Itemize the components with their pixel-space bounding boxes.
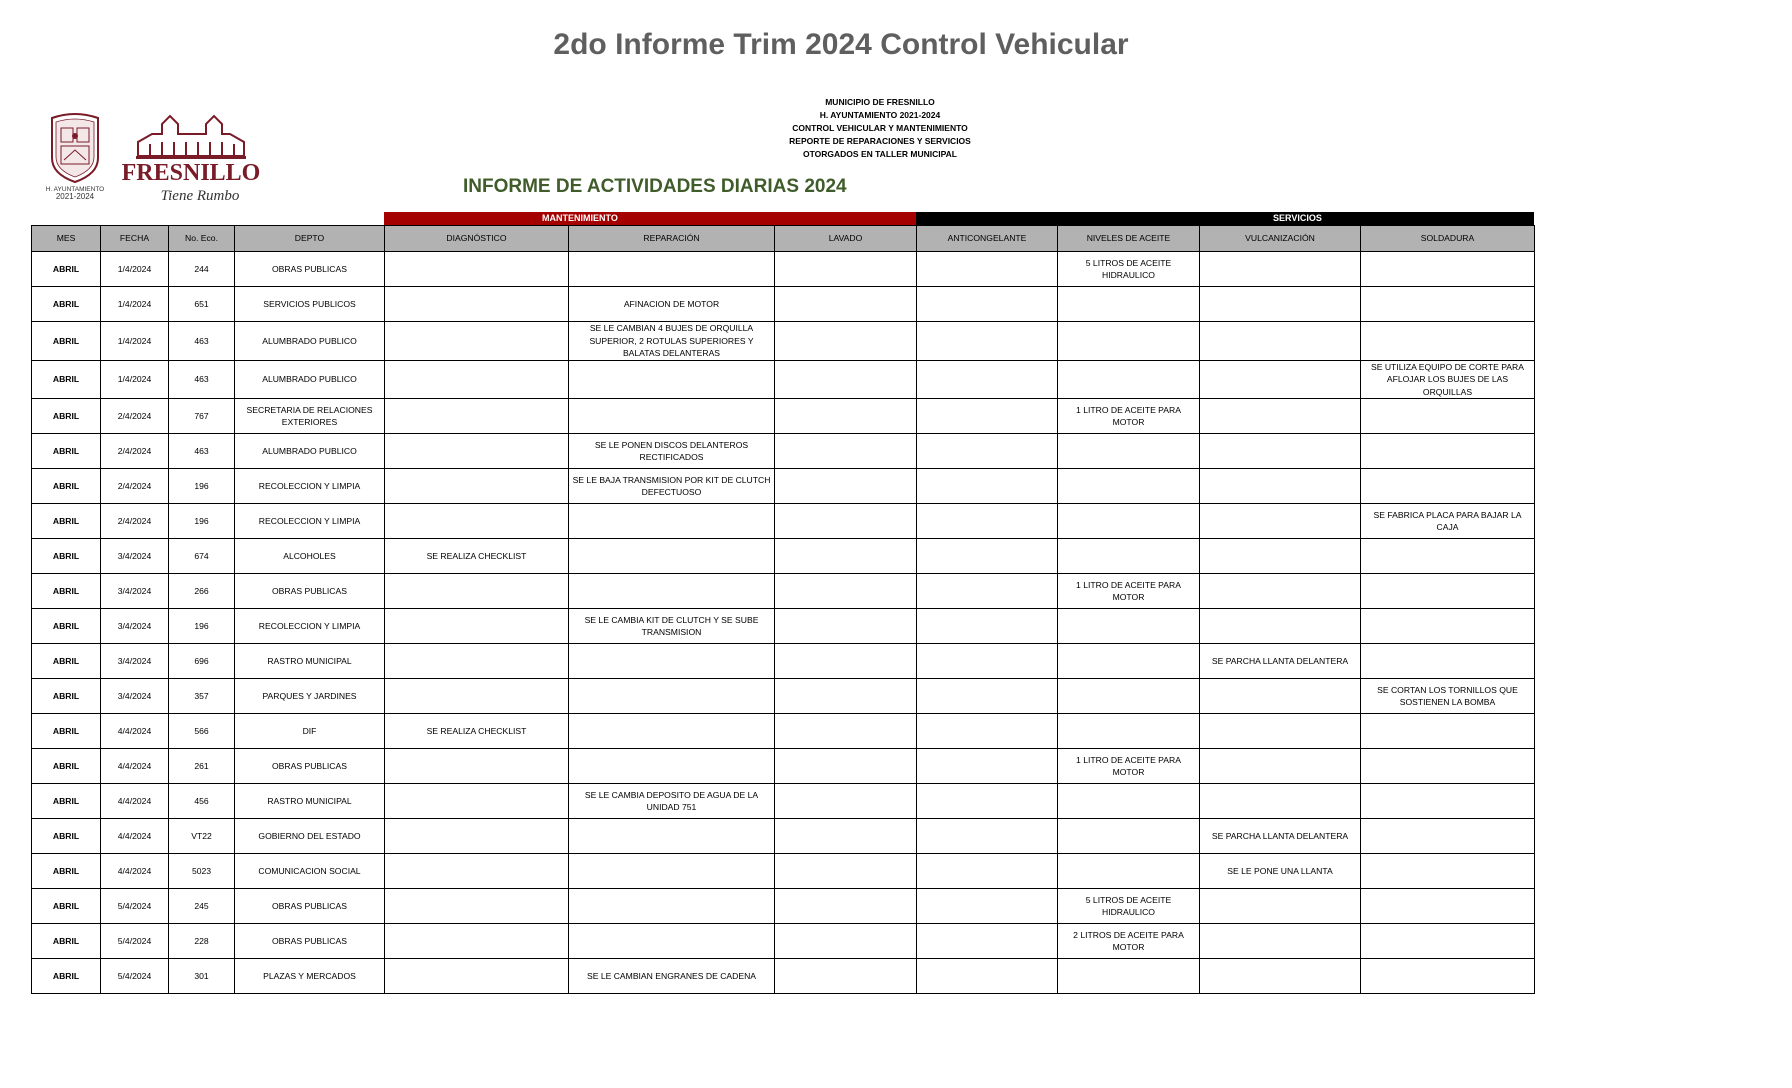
cell-reparacion: SE LE BAJA TRANSMISION POR KIT DE CLUTCH DEFECTUOSO xyxy=(569,469,775,504)
cell-soldadura xyxy=(1361,574,1535,609)
cell-depto: RECOLECCION Y LIMPIA xyxy=(235,504,385,539)
cell-depto: PARQUES Y JARDINES xyxy=(235,679,385,714)
cell-diagnostico: SE REALIZA CHECKLIST xyxy=(385,539,569,574)
cell-reparacion: SE LE CAMBIAN 4 BUJES DE ORQUILLA SUPERIOR, 2 ROTULAS SUPERIORES Y BALATAS DELANTERAS xyxy=(569,322,775,361)
cell-vulcanizacion xyxy=(1200,609,1361,644)
cell-mes: ABRIL xyxy=(32,360,101,399)
cell-lavado xyxy=(775,287,917,322)
cell-niveles-aceite xyxy=(1058,287,1200,322)
cell-lavado xyxy=(775,819,917,854)
cell-depto: OBRAS PUBLICAS xyxy=(235,252,385,287)
maintenance-group-header xyxy=(384,212,916,225)
cell-niveles-aceite xyxy=(1058,539,1200,574)
cell-niveles-aceite xyxy=(1058,959,1200,994)
cell-niveles-aceite xyxy=(1058,679,1200,714)
cell-reparacion: SE LE CAMBIA KIT DE CLUTCH Y SE SUBE TRANSMISION xyxy=(569,609,775,644)
cell-mes: ABRIL xyxy=(32,644,101,679)
cell-no-eco: 456 xyxy=(169,784,235,819)
cell-mes: ABRIL xyxy=(32,784,101,819)
cell-vulcanizacion xyxy=(1200,539,1361,574)
cell-anticongelante xyxy=(917,434,1058,469)
col-no-eco-header: No. Eco. xyxy=(169,226,235,252)
cell-fecha: 1/4/2024 xyxy=(101,360,169,399)
cell-niveles-aceite: 5 LITROS DE ACEITE HIDRAULICO xyxy=(1058,252,1200,287)
municipality-block xyxy=(760,96,1000,161)
cell-niveles-aceite xyxy=(1058,504,1200,539)
municipality-line: H. AYUNTAMIENTO 2021-2024 xyxy=(819,110,941,120)
col-vulcanizacion-header: VULCANIZACIÓN xyxy=(1200,226,1361,252)
cell-mes: ABRIL xyxy=(32,399,101,434)
table-row xyxy=(32,819,1535,854)
cell-anticongelante xyxy=(917,854,1058,889)
cell-fecha: 2/4/2024 xyxy=(101,399,169,434)
maintenance-group-label: MANTENIMIENTO xyxy=(542,213,618,223)
cell-soldadura xyxy=(1361,399,1535,434)
cell-lavado xyxy=(775,252,917,287)
cell-reparacion: SE LE CAMBIA DEPOSITO DE AGUA DE LA UNIDAD 751 xyxy=(569,784,775,819)
cell-reparacion xyxy=(569,644,775,679)
cell-no-eco: 463 xyxy=(169,434,235,469)
cell-lavado xyxy=(775,469,917,504)
table-row xyxy=(32,287,1535,322)
cell-depto: ALCOHOLES xyxy=(235,539,385,574)
cell-mes: ABRIL xyxy=(32,539,101,574)
cell-vulcanizacion xyxy=(1200,252,1361,287)
cell-mes: ABRIL xyxy=(32,819,101,854)
seal-caption-2: 2021-2024 xyxy=(55,192,95,200)
cell-lavado xyxy=(775,959,917,994)
cell-diagnostico xyxy=(385,749,569,784)
cell-mes: ABRIL xyxy=(32,322,101,361)
cell-diagnostico: SE REALIZA CHECKLIST xyxy=(385,714,569,749)
cell-niveles-aceite: 1 LITRO DE ACEITE PARA MOTOR xyxy=(1058,574,1200,609)
table-row xyxy=(32,539,1535,574)
cell-diagnostico xyxy=(385,252,569,287)
cell-lavado xyxy=(775,679,917,714)
logo-wordmark: FRESNILLO xyxy=(121,160,261,186)
cell-depto: GOBIERNO DEL ESTADO xyxy=(235,819,385,854)
cell-lavado xyxy=(775,504,917,539)
municipality-line: MUNICIPIO DE FRESNILLO xyxy=(825,97,935,107)
cell-anticongelante xyxy=(917,399,1058,434)
report-subtitle: INFORME DE ACTIVIDADES DIARIAS 2024 xyxy=(463,176,847,197)
table-row xyxy=(32,784,1535,819)
cell-no-eco: VT22 xyxy=(169,819,235,854)
cell-anticongelante xyxy=(917,609,1058,644)
cell-niveles-aceite xyxy=(1058,609,1200,644)
cell-anticongelante xyxy=(917,539,1058,574)
cell-reparacion xyxy=(569,714,775,749)
cell-no-eco: 463 xyxy=(169,360,235,399)
cell-diagnostico xyxy=(385,287,569,322)
cell-anticongelante xyxy=(917,819,1058,854)
cell-anticongelante xyxy=(917,749,1058,784)
cell-depto: ALUMBRADO PUBLICO xyxy=(235,434,385,469)
cell-depto: OBRAS PUBLICAS xyxy=(235,889,385,924)
cell-fecha: 4/4/2024 xyxy=(101,714,169,749)
cell-diagnostico xyxy=(385,644,569,679)
cell-vulcanizacion xyxy=(1200,784,1361,819)
table-row xyxy=(32,434,1535,469)
cell-mes: ABRIL xyxy=(32,889,101,924)
cell-depto: RECOLECCION Y LIMPIA xyxy=(235,609,385,644)
cell-reparacion xyxy=(569,360,775,399)
cell-vulcanizacion xyxy=(1200,679,1361,714)
cell-no-eco: 196 xyxy=(169,504,235,539)
cell-mes: ABRIL xyxy=(32,574,101,609)
cell-fecha: 3/4/2024 xyxy=(101,574,169,609)
cell-no-eco: 301 xyxy=(169,959,235,994)
cell-mes: ABRIL xyxy=(32,959,101,994)
cell-lavado xyxy=(775,399,917,434)
cell-niveles-aceite xyxy=(1058,854,1200,889)
table-row xyxy=(32,959,1535,994)
cell-vulcanizacion xyxy=(1200,889,1361,924)
cell-soldadura xyxy=(1361,924,1535,959)
cell-fecha: 5/4/2024 xyxy=(101,889,169,924)
cell-lavado xyxy=(775,539,917,574)
cell-lavado xyxy=(775,854,917,889)
cell-niveles-aceite xyxy=(1058,784,1200,819)
cell-depto: SERVICIOS PUBLICOS xyxy=(235,287,385,322)
cell-fecha: 3/4/2024 xyxy=(101,679,169,714)
col-fecha-header: FECHA xyxy=(101,226,169,252)
municipality-line: CONTROL VEHICULAR Y MANTENIMIENTO xyxy=(792,123,968,133)
municipal-seal-icon xyxy=(44,112,106,200)
cell-depto: OBRAS PUBLICAS xyxy=(235,749,385,784)
table-row xyxy=(32,360,1535,399)
table-row xyxy=(32,924,1535,959)
cell-depto: OBRAS PUBLICAS xyxy=(235,574,385,609)
cell-soldadura xyxy=(1361,252,1535,287)
cell-fecha: 3/4/2024 xyxy=(101,609,169,644)
cell-niveles-aceite: 1 LITRO DE ACEITE PARA MOTOR xyxy=(1058,399,1200,434)
col-depto-header: DEPTO xyxy=(235,226,385,252)
cell-fecha: 3/4/2024 xyxy=(101,539,169,574)
cell-no-eco: 5023 xyxy=(169,854,235,889)
seal-caption-1: H. AYUNTAMIENTO xyxy=(45,186,105,193)
cell-fecha: 2/4/2024 xyxy=(101,504,169,539)
cell-depto: PLAZAS Y MERCADOS xyxy=(235,959,385,994)
cell-fecha: 5/4/2024 xyxy=(101,924,169,959)
table-row xyxy=(32,609,1535,644)
cell-soldadura xyxy=(1361,644,1535,679)
cell-diagnostico xyxy=(385,679,569,714)
cell-fecha: 3/4/2024 xyxy=(101,644,169,679)
cell-niveles-aceite: 5 LITROS DE ACEITE HIDRAULICO xyxy=(1058,889,1200,924)
cell-soldadura xyxy=(1361,434,1535,469)
cell-lavado xyxy=(775,784,917,819)
table-row xyxy=(32,322,1535,361)
cell-diagnostico xyxy=(385,360,569,399)
col-anticongelante-header: ANTICONGELANTE xyxy=(917,226,1058,252)
municipality-line: REPORTE DE REPARACIONES Y SERVICIOS xyxy=(789,136,971,146)
cell-reparacion xyxy=(569,679,775,714)
cell-niveles-aceite xyxy=(1058,469,1200,504)
cell-niveles-aceite: 1 LITRO DE ACEITE PARA MOTOR xyxy=(1058,749,1200,784)
cell-lavado xyxy=(775,322,917,361)
cell-reparacion xyxy=(569,539,775,574)
cell-no-eco: 767 xyxy=(169,399,235,434)
cell-fecha: 4/4/2024 xyxy=(101,749,169,784)
table-row xyxy=(32,399,1535,434)
cell-mes: ABRIL xyxy=(32,252,101,287)
services-group-header xyxy=(916,212,1534,225)
cell-no-eco: 463 xyxy=(169,322,235,361)
cell-soldadura xyxy=(1361,749,1535,784)
cell-no-eco: 696 xyxy=(169,644,235,679)
cell-vulcanizacion xyxy=(1200,287,1361,322)
cell-soldadura: SE CORTAN LOS TORNILLOS QUE SOSTIENEN LA BOMBA xyxy=(1361,679,1535,714)
cell-mes: ABRIL xyxy=(32,504,101,539)
cell-soldadura: SE UTILIZA EQUIPO DE CORTE PARA AFLOJAR LOS BUJES DE LAS ORQUILLAS xyxy=(1361,360,1535,399)
fresnillo-logo-icon xyxy=(118,112,264,204)
cell-anticongelante xyxy=(917,644,1058,679)
cell-depto: ALUMBRADO PUBLICO xyxy=(235,360,385,399)
cell-soldadura xyxy=(1361,854,1535,889)
cell-depto: OBRAS PUBLICAS xyxy=(235,924,385,959)
table-row xyxy=(32,714,1535,749)
cell-anticongelante xyxy=(917,784,1058,819)
activities-table xyxy=(31,225,1535,994)
cell-no-eco: 261 xyxy=(169,749,235,784)
cell-no-eco: 266 xyxy=(169,574,235,609)
cell-niveles-aceite xyxy=(1058,819,1200,854)
cell-vulcanizacion: SE PARCHA LLANTA DELANTERA xyxy=(1200,644,1361,679)
cell-reparacion: SE LE PONEN DISCOS DELANTEROS RECTIFICADOS xyxy=(569,434,775,469)
cell-no-eco: 357 xyxy=(169,679,235,714)
cell-anticongelante xyxy=(917,322,1058,361)
cell-soldadura xyxy=(1361,322,1535,361)
cell-lavado xyxy=(775,714,917,749)
table-row xyxy=(32,504,1535,539)
cell-depto: RASTRO MUNICIPAL xyxy=(235,644,385,679)
cell-soldadura xyxy=(1361,784,1535,819)
cell-vulcanizacion xyxy=(1200,749,1361,784)
col-reparacion-header: REPARACIÓN xyxy=(569,226,775,252)
cell-vulcanizacion: SE LE PONE UNA LLANTA xyxy=(1200,854,1361,889)
cell-mes: ABRIL xyxy=(32,714,101,749)
cell-reparacion xyxy=(569,399,775,434)
cell-lavado xyxy=(775,924,917,959)
cell-soldadura xyxy=(1361,959,1535,994)
cell-no-eco: 196 xyxy=(169,609,235,644)
cell-depto: ALUMBRADO PUBLICO xyxy=(235,322,385,361)
cell-anticongelante xyxy=(917,574,1058,609)
cell-mes: ABRIL xyxy=(32,469,101,504)
cell-diagnostico xyxy=(385,784,569,819)
cell-soldadura xyxy=(1361,287,1535,322)
cell-fecha: 5/4/2024 xyxy=(101,959,169,994)
cell-lavado xyxy=(775,609,917,644)
cell-niveles-aceite xyxy=(1058,434,1200,469)
cell-mes: ABRIL xyxy=(32,924,101,959)
cell-lavado xyxy=(775,434,917,469)
cell-no-eco: 244 xyxy=(169,252,235,287)
cell-reparacion xyxy=(569,889,775,924)
cell-reparacion xyxy=(569,854,775,889)
cell-reparacion xyxy=(569,504,775,539)
cell-lavado xyxy=(775,360,917,399)
cell-anticongelante xyxy=(917,287,1058,322)
cell-lavado xyxy=(775,574,917,609)
cell-vulcanizacion xyxy=(1200,959,1361,994)
cell-fecha: 4/4/2024 xyxy=(101,854,169,889)
cell-diagnostico xyxy=(385,959,569,994)
cell-diagnostico xyxy=(385,399,569,434)
cell-anticongelante xyxy=(917,959,1058,994)
cell-vulcanizacion xyxy=(1200,399,1361,434)
cell-vulcanizacion xyxy=(1200,924,1361,959)
cell-anticongelante xyxy=(917,714,1058,749)
cell-soldadura xyxy=(1361,889,1535,924)
cell-lavado xyxy=(775,889,917,924)
cell-vulcanizacion: SE PARCHA LLANTA DELANTERA xyxy=(1200,819,1361,854)
cell-reparacion xyxy=(569,749,775,784)
col-lavado-header: LAVADO xyxy=(775,226,917,252)
table-row xyxy=(32,749,1535,784)
table-row xyxy=(32,252,1535,287)
cell-soldadura xyxy=(1361,609,1535,644)
cell-no-eco: 228 xyxy=(169,924,235,959)
cell-anticongelante xyxy=(917,252,1058,287)
logo-tagline: Tiene Rumbo xyxy=(160,188,240,204)
table-row xyxy=(32,854,1535,889)
cell-lavado xyxy=(775,749,917,784)
table-row xyxy=(32,469,1535,504)
cell-no-eco: 245 xyxy=(169,889,235,924)
cell-depto: RECOLECCION Y LIMPIA xyxy=(235,469,385,504)
cell-fecha: 1/4/2024 xyxy=(101,287,169,322)
table-row xyxy=(32,679,1535,714)
cell-soldadura xyxy=(1361,469,1535,504)
cell-vulcanizacion xyxy=(1200,469,1361,504)
cell-mes: ABRIL xyxy=(32,679,101,714)
table-row xyxy=(32,574,1535,609)
cell-anticongelante xyxy=(917,469,1058,504)
col-niveles-aceite-header: NIVELES DE ACEITE xyxy=(1058,226,1200,252)
cell-diagnostico xyxy=(385,322,569,361)
cell-anticongelante xyxy=(917,504,1058,539)
cell-anticongelante xyxy=(917,679,1058,714)
cell-mes: ABRIL xyxy=(32,434,101,469)
col-soldadura-header: SOLDADURA xyxy=(1361,226,1535,252)
cell-fecha: 1/4/2024 xyxy=(101,252,169,287)
table-row xyxy=(32,889,1535,924)
cell-fecha: 4/4/2024 xyxy=(101,819,169,854)
cell-niveles-aceite xyxy=(1058,360,1200,399)
cell-mes: ABRIL xyxy=(32,854,101,889)
cell-fecha: 1/4/2024 xyxy=(101,322,169,361)
cell-anticongelante xyxy=(917,360,1058,399)
cell-soldadura xyxy=(1361,539,1535,574)
cell-niveles-aceite xyxy=(1058,714,1200,749)
cell-depto: SECRETARIA DE RELACIONES EXTERIORES xyxy=(235,399,385,434)
cell-reparacion xyxy=(569,252,775,287)
services-group-label: SERVICIOS xyxy=(1273,213,1322,223)
cell-no-eco: 651 xyxy=(169,287,235,322)
cell-mes: ABRIL xyxy=(32,609,101,644)
cell-depto: RASTRO MUNICIPAL xyxy=(235,784,385,819)
cell-vulcanizacion xyxy=(1200,434,1361,469)
cell-mes: ABRIL xyxy=(32,287,101,322)
table-row xyxy=(32,644,1535,679)
cell-diagnostico xyxy=(385,434,569,469)
header-row xyxy=(32,226,1535,252)
cell-no-eco: 566 xyxy=(169,714,235,749)
cell-diagnostico xyxy=(385,924,569,959)
cell-soldadura: SE FABRICA PLACA PARA BAJAR LA CAJA xyxy=(1361,504,1535,539)
cell-vulcanizacion xyxy=(1200,714,1361,749)
cell-no-eco: 674 xyxy=(169,539,235,574)
cell-reparacion xyxy=(569,924,775,959)
cell-niveles-aceite: 2 LITROS DE ACEITE PARA MOTOR xyxy=(1058,924,1200,959)
cell-depto: COMUNICACION SOCIAL xyxy=(235,854,385,889)
cell-diagnostico xyxy=(385,889,569,924)
cell-fecha: 2/4/2024 xyxy=(101,469,169,504)
cell-vulcanizacion xyxy=(1200,322,1361,361)
cell-reparacion xyxy=(569,819,775,854)
cell-fecha: 2/4/2024 xyxy=(101,434,169,469)
cell-diagnostico xyxy=(385,504,569,539)
cell-diagnostico xyxy=(385,609,569,644)
cell-vulcanizacion xyxy=(1200,504,1361,539)
cell-diagnostico xyxy=(385,574,569,609)
cell-vulcanizacion xyxy=(1200,574,1361,609)
cell-vulcanizacion xyxy=(1200,360,1361,399)
cell-soldadura xyxy=(1361,714,1535,749)
cell-reparacion: AFINACION DE MOTOR xyxy=(569,287,775,322)
col-diagnostico-header: DIAGNÓSTICO xyxy=(385,226,569,252)
cell-reparacion: SE LE CAMBIAN ENGRANES DE CADENA xyxy=(569,959,775,994)
document-title: 2do Informe Trim 2024 Control Vehicular xyxy=(553,28,1129,61)
municipality-line: OTORGADOS EN TALLER MUNICIPAL xyxy=(803,149,957,159)
cell-niveles-aceite xyxy=(1058,644,1200,679)
cell-diagnostico xyxy=(385,469,569,504)
cell-niveles-aceite xyxy=(1058,322,1200,361)
cell-mes: ABRIL xyxy=(32,749,101,784)
cell-soldadura xyxy=(1361,819,1535,854)
cell-depto: DIF xyxy=(235,714,385,749)
cell-reparacion xyxy=(569,574,775,609)
cell-fecha: 4/4/2024 xyxy=(101,784,169,819)
cell-no-eco: 196 xyxy=(169,469,235,504)
cell-lavado xyxy=(775,644,917,679)
col-mes-header: MES xyxy=(32,226,101,252)
cell-diagnostico xyxy=(385,819,569,854)
cell-diagnostico xyxy=(385,854,569,889)
cell-anticongelante xyxy=(917,924,1058,959)
cell-anticongelante xyxy=(917,889,1058,924)
